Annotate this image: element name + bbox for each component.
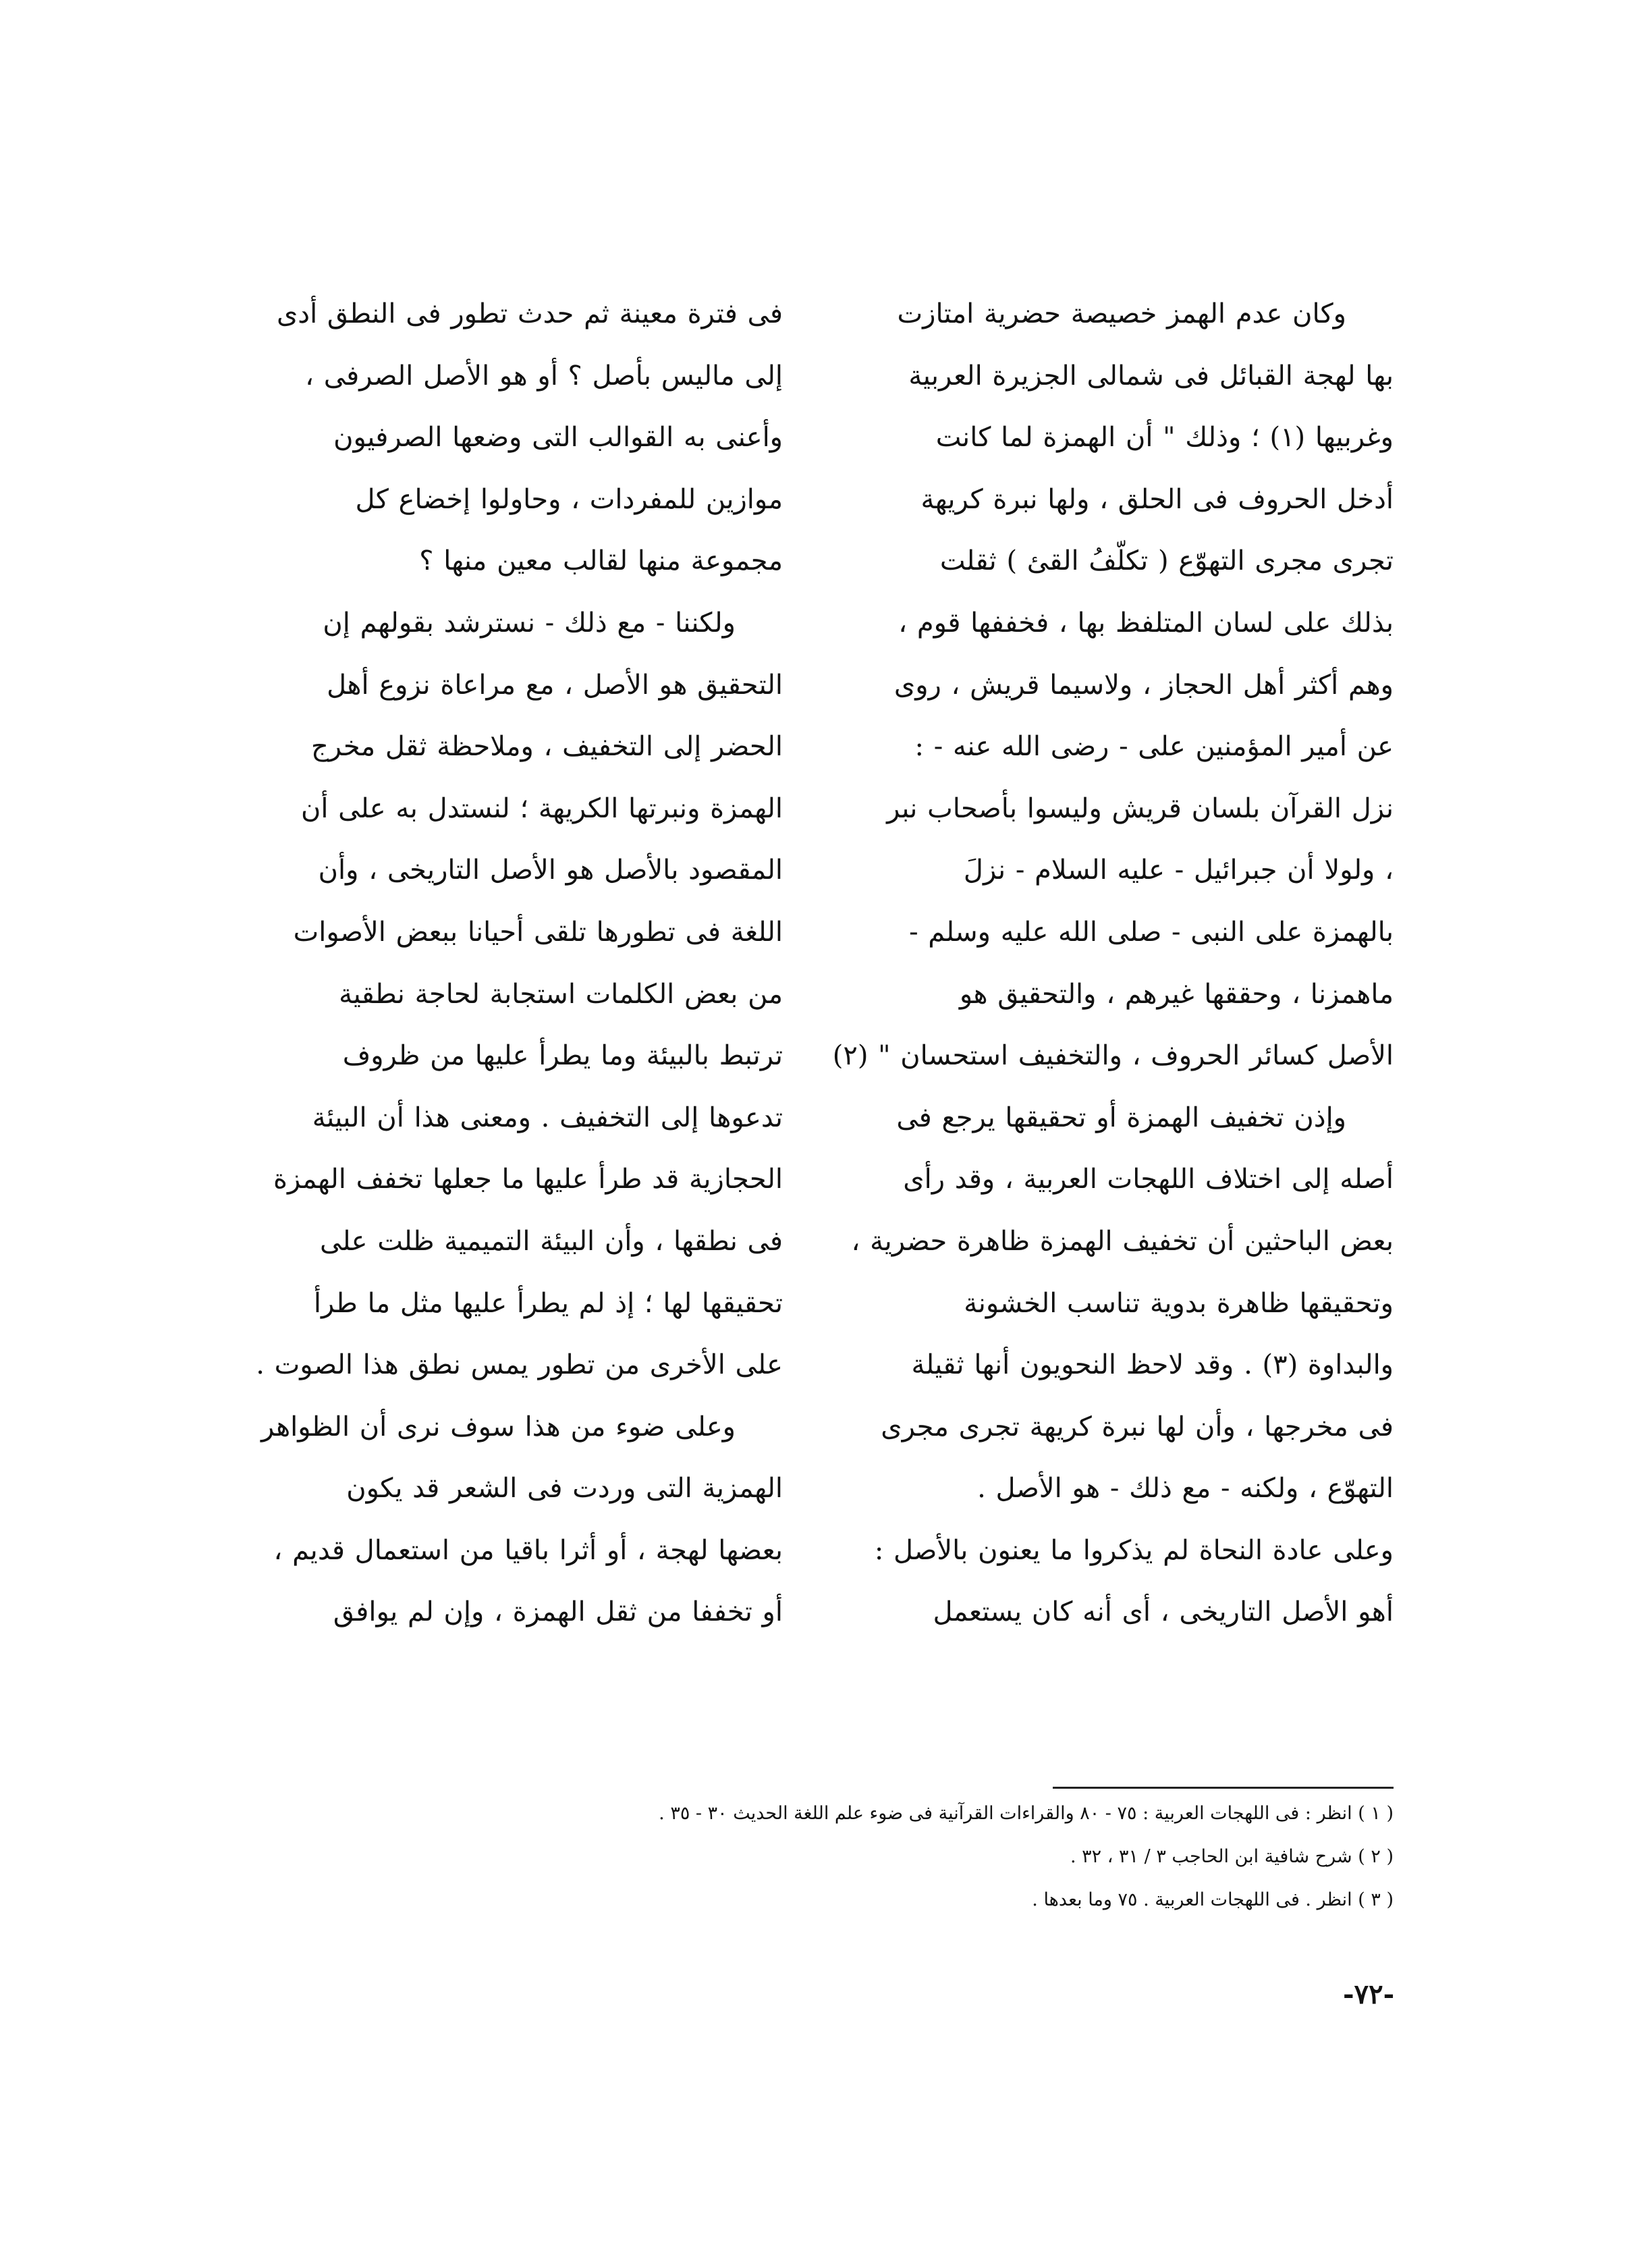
text-line: وهم أكثر أهل الحجاز ، ولاسيما قريش ، روى: [893, 669, 1394, 701]
text-line: ماهمزنا ، وحققها غيرهم ، والتحقيق هو: [959, 978, 1394, 1010]
text-line: مجموعة منها لقالب معين منها ؟: [419, 545, 783, 577]
text-line: وتحقيقها ظاهرة بدوية تناسب الخشونة: [964, 1287, 1394, 1319]
right-text-column: [832, 284, 1394, 1769]
text-line: فى مخرجها ، وأن لها نبرة كريهة تجرى مجرى: [881, 1411, 1394, 1442]
footnote-separator: [1053, 1787, 1394, 1789]
text-line: فى فترة معينة ثم حدث تطور فى النطق أدى: [276, 298, 783, 329]
text-line: تدعوها إلى التخفيف . ومعنى هذا أن البيئة: [312, 1102, 783, 1133]
text-line: نزل القرآن بلسان قريش وليسوا بأصحاب نبر: [887, 792, 1394, 824]
text-line: الهمزة ونبرتها الكريهة ؛ لنستدل به على أن: [300, 792, 783, 824]
text-line: اللغة فى تطورها تلقى أحيانا ببعض الأصوات: [293, 916, 783, 948]
footnotes: [263, 1792, 1394, 1922]
text-line: أهو الأصل التاريخى ، أى أنه كان يستعمل: [933, 1596, 1394, 1628]
text-line: تحقيقها لها ؛ إذ لم يطرأ عليها مثل ما طرأ: [313, 1287, 783, 1319]
text-line: ترتبط بالبيئة وما يطرأ عليها من ظروف: [342, 1040, 783, 1072]
text-line: بذلك على لسان المتلفظ بها ، فخففها قوم ،: [898, 607, 1394, 639]
text-line: تجرى مجرى التهوّع ( تكلّفُ القئ ) ثقلت: [939, 545, 1394, 577]
text-line: والبداوة (٣) . وقد لاحظ النحويون أنها ثقيلة: [911, 1349, 1394, 1381]
text-line: فى نطقها ، وأن البيئة التميمية ظلت على: [320, 1225, 783, 1257]
footnote-3: ( ٣ ) انظر . فى اللهجات العربية . ٧٥ وما بعدها .: [1032, 1889, 1394, 1910]
text-line: الحجازية قد طرأ عليها ما جعلها تخفف الهمزة: [273, 1164, 783, 1195]
text-line: موازين للمفردات ، وحاولوا إخضاع كل: [355, 483, 783, 515]
text-line: بها لهجة القبائل فى شمالى الجزيرة العربية: [908, 360, 1394, 392]
text-line: إلى ماليس بأصل ؟ أو هو الأصل الصرفى ،: [305, 360, 783, 392]
text-line: ، ولولا أن جبرائيل - عليه السلام - نزلَ: [963, 855, 1394, 886]
text-line: وغربيها (١) ؛ وذلك " أن الهمزة لما كانت: [935, 422, 1394, 454]
text-line: التحقيق هو الأصل ، مع مراعاة نزوع أهل: [327, 669, 783, 701]
text-line: بعضها لهجة ، أو أثرا باقيا من استعمال قديم ،: [273, 1534, 783, 1566]
text-line: التهوّع ، ولكنه - مع ذلك - هو الأصل .: [977, 1473, 1394, 1505]
text-line: وكان عدم الهمز خصيصة حضرية امتازت: [897, 298, 1346, 329]
text-line: وعلى عادة النحاة لم يذكروا ما يعنون بالأصل :: [874, 1534, 1394, 1566]
text-line: الأصل كسائر الحروف ، والتخفيف استحسان " (٢): [832, 1040, 1394, 1072]
text-line: المقصود بالأصل هو الأصل التاريخى ، وأن: [318, 855, 783, 886]
text-line: الحضر إلى التخفيف ، وملاحظة ثقل مخرج: [310, 731, 783, 763]
text-line: على الأخرى من تطور يمس نطق هذا الصوت .: [256, 1349, 783, 1381]
text-line: وعلى ضوء من هذا سوف نرى أن الظواهر: [261, 1411, 736, 1442]
text-line: بعض الباحثين أن تخفيف الهمزة ظاهرة حضرية ،: [851, 1225, 1394, 1257]
text-line: بالهمزة على النبى - صلى الله عليه وسلم -: [909, 916, 1394, 948]
text-line: وأعنى به القوالب التى وضعها الصرفيون: [333, 422, 783, 454]
text-line: وإذن تخفيف الهمزة أو تحقيقها يرجع فى: [896, 1102, 1346, 1133]
text-line: من بعض الكلمات استجابة لحاجة نطقية: [339, 978, 783, 1010]
text-line: أو تخففا من ثقل الهمزة ، وإن لم يوافق: [333, 1596, 783, 1628]
text-line: أصله إلى اختلاف اللهجات العربية ، وقد رأى: [903, 1164, 1394, 1195]
text-line: الهمزية التى وردت فى الشعر قد يكون: [346, 1473, 783, 1505]
page-number: -٧٢-: [1343, 1978, 1395, 2010]
text-line: ولكننا - مع ذلك - نسترشد بقولهم إن: [323, 607, 736, 639]
footnote-2: ( ٢ ) شرح شافية ابن الحاجب ٣ / ٣١ ، ٣٢ .: [1070, 1846, 1394, 1867]
text-line: أدخل الحروف فى الحلق ، ولها نبرة كريهة: [920, 483, 1394, 515]
text-line: عن أمير المؤمنين على - رضى الله عنه - :: [914, 731, 1394, 763]
left-text-column: [256, 284, 783, 1769]
footnote-1: ( ١ ) انظر : فى اللهجات العربية : ٧٥ - ٨٠ والقراءات القرآنية فى ضوء علم اللغة الحديث ٣٠ - ٣٥ .: [659, 1803, 1394, 1824]
